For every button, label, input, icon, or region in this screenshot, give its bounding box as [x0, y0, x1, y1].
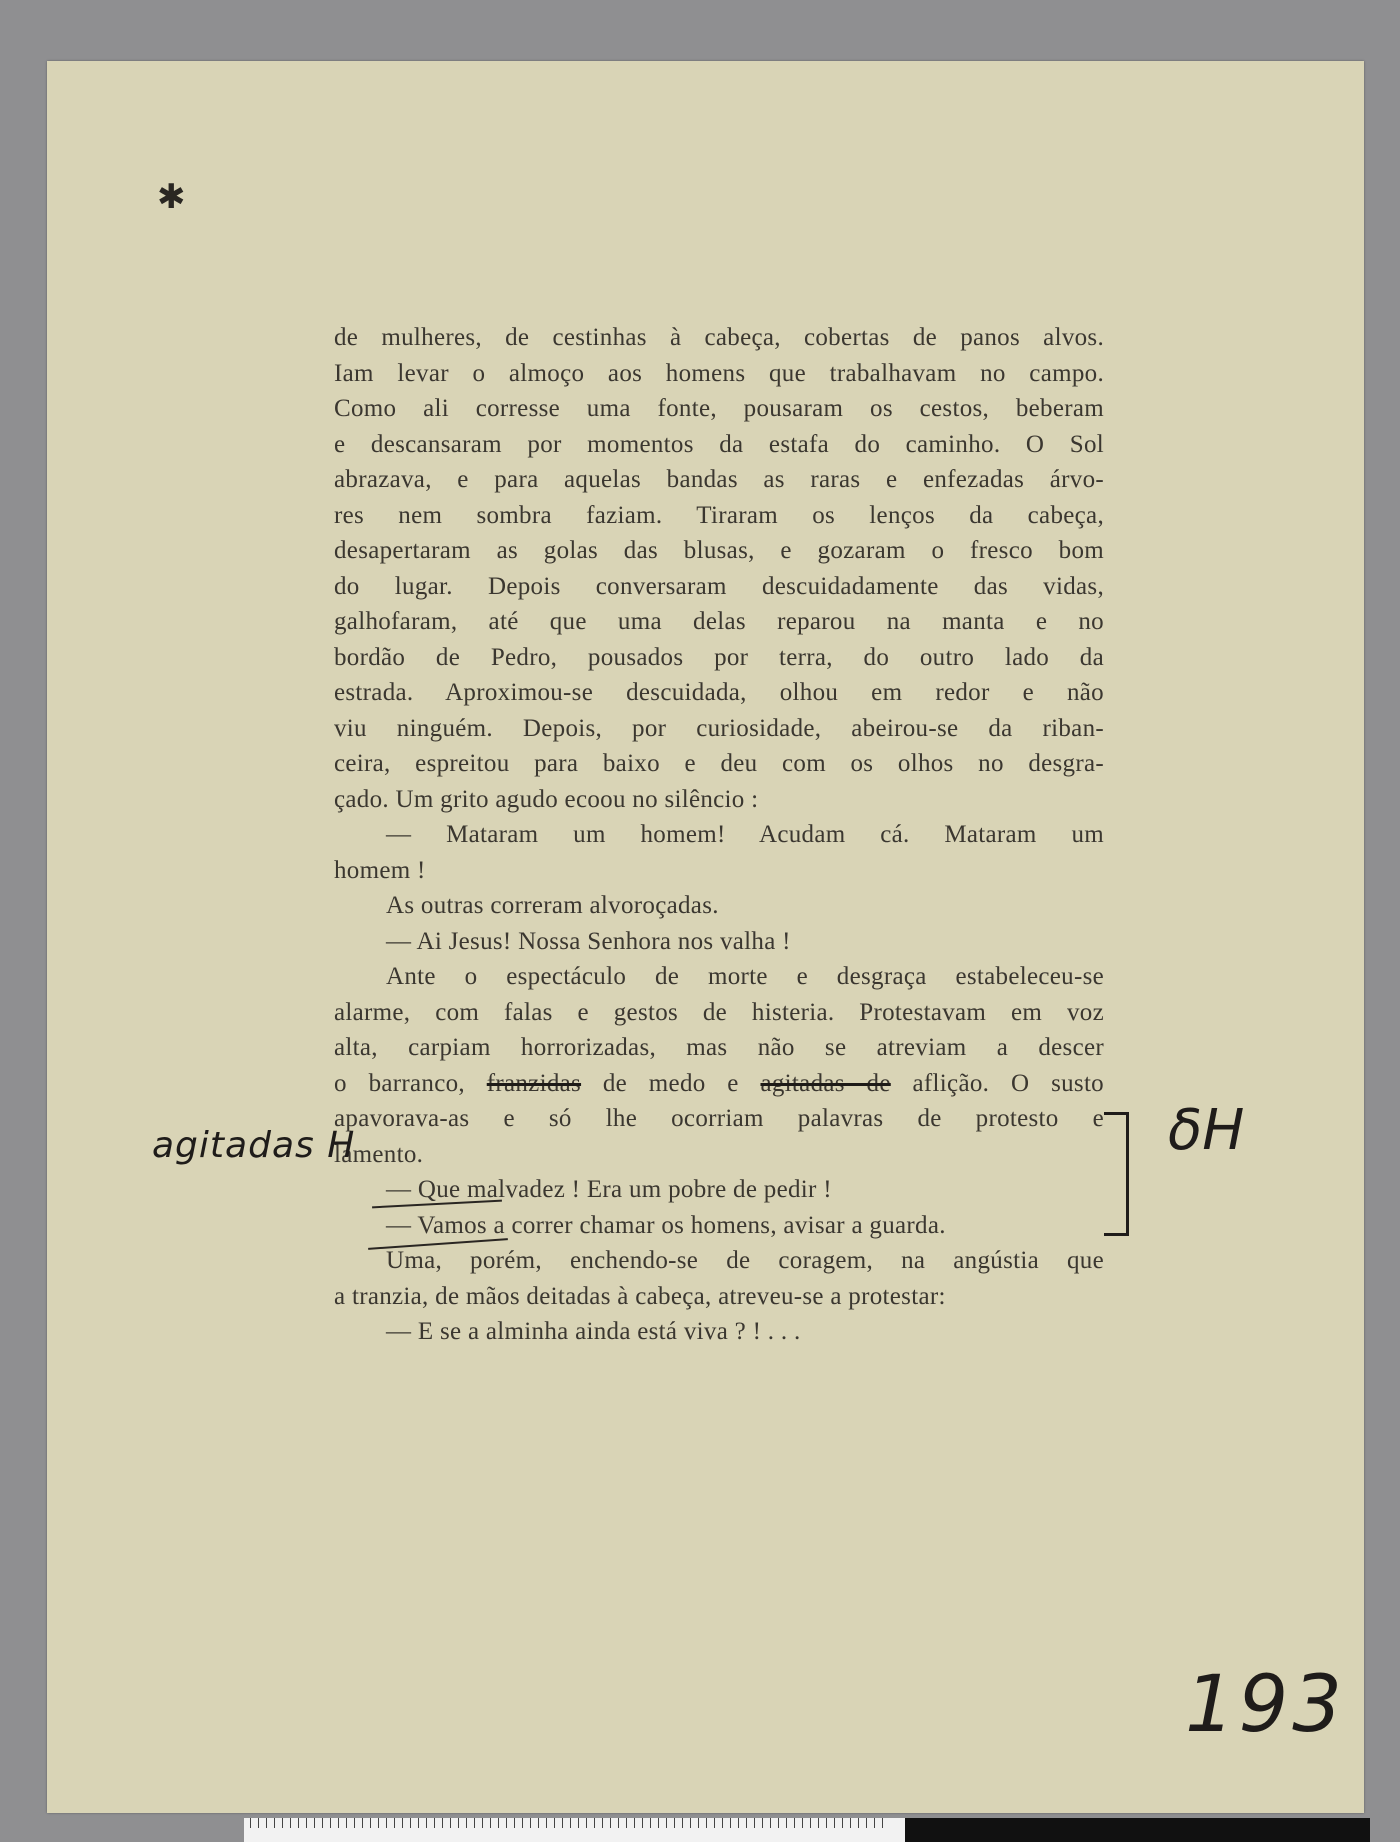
dialogue-line: — Que malvadez ! Era um pobre de pedir ! — [386, 1176, 832, 1203]
handwritten-bracket — [1104, 1112, 1129, 1236]
text-line: res nem sombra faziam. Tiraram os lenços da cabeça, — [334, 501, 1104, 529]
ruler-ticks — [250, 1818, 890, 1828]
text-line: e descansaram por momentos da estafa do caminho. O Sol — [334, 430, 1104, 458]
color-reference-bar — [905, 1818, 1370, 1842]
text-line: a tranzia, de mãos deitadas à cabeça, atreveu-se a protestar: — [334, 1282, 946, 1310]
text-line: estrada. Aproximou-se descuidada, olhou em redor e não — [334, 679, 1104, 706]
dialogue-line: — Vamos a correr chamar os homens, avisar a guarda. — [386, 1211, 946, 1239]
text-line: de mulheres, de cestinhas à cabeça, cobertas de panos alvos. — [334, 324, 1104, 351]
text-line: desapertaram as golas das blusas, e gozaram o fresco bom — [334, 537, 1104, 564]
ink-blot-mark: ✱ — [157, 179, 186, 216]
text-line: çado. Um grito agudo ecoou no silêncio : — [334, 785, 759, 813]
text-line: viu ninguém. Depois, por curiosidade, abeirou-se da riban- — [334, 714, 1104, 742]
text-line: lamento. — [334, 1140, 424, 1168]
margin-note-left: agitadas H — [152, 1125, 356, 1166]
text-line: abrazava, e para aquelas bandas as raras e enfezadas árvo- — [334, 466, 1104, 493]
text-line: As outras correram alvoroçadas. — [386, 892, 719, 919]
text-line: Uma, porém, enchendo-se de coragem, na angústia que — [386, 1247, 1104, 1274]
text-line: alarme, com falas e gestos de histeria. Protestavam em voz — [334, 998, 1104, 1026]
text-line-with-strikethrough — [334, 1066, 1104, 1102]
text-line: alta, carpiam horrorizadas, mas não se atreviam a descer — [334, 1034, 1104, 1061]
text-fragment: de medo e — [581, 1069, 761, 1097]
text-fragment: aflição. O susto — [890, 1069, 1104, 1097]
dialogue-line: — Mataram um homem! Acudam cá. Mataram um — [386, 821, 1104, 848]
dialogue-line: — E se a alminha ainda está viva ? ! . . . — [386, 1318, 801, 1345]
text-line: Como ali corresse uma fonte, pousaram os cestos, beberam — [334, 395, 1104, 422]
text-line: galhofaram, até que uma delas reparou na manta e no — [334, 608, 1104, 635]
body-text — [334, 320, 1104, 1350]
struck-word: franzidas — [486, 1069, 582, 1097]
page-number: 193 — [1185, 1660, 1346, 1750]
dialogue-line: — Ai Jesus! Nossa Senhora nos valha ! — [386, 927, 791, 955]
text-line: do lugar. Depois conversaram descuidadamente das vidas, — [334, 572, 1104, 600]
text-line: Ante o espectáculo de morte e desgraça estabeleceu-se — [386, 963, 1104, 990]
margin-note-right: δH — [1168, 1098, 1245, 1163]
text-line: bordão de Pedro, pousados por terra, do outro lado da — [334, 643, 1104, 671]
text-line: Iam levar o almoço aos homens que trabalhavam no campo. — [334, 359, 1104, 387]
struck-word: agitadas de — [760, 1069, 891, 1097]
text-line: homem ! — [334, 856, 426, 884]
text-line: apavorava-as e só lhe ocorriam palavras de protesto e — [334, 1105, 1104, 1132]
text-line: ceira, espreitou para baixo e deu com os olhos no desgra- — [334, 750, 1104, 777]
text-fragment: o barranco, — [334, 1069, 487, 1097]
